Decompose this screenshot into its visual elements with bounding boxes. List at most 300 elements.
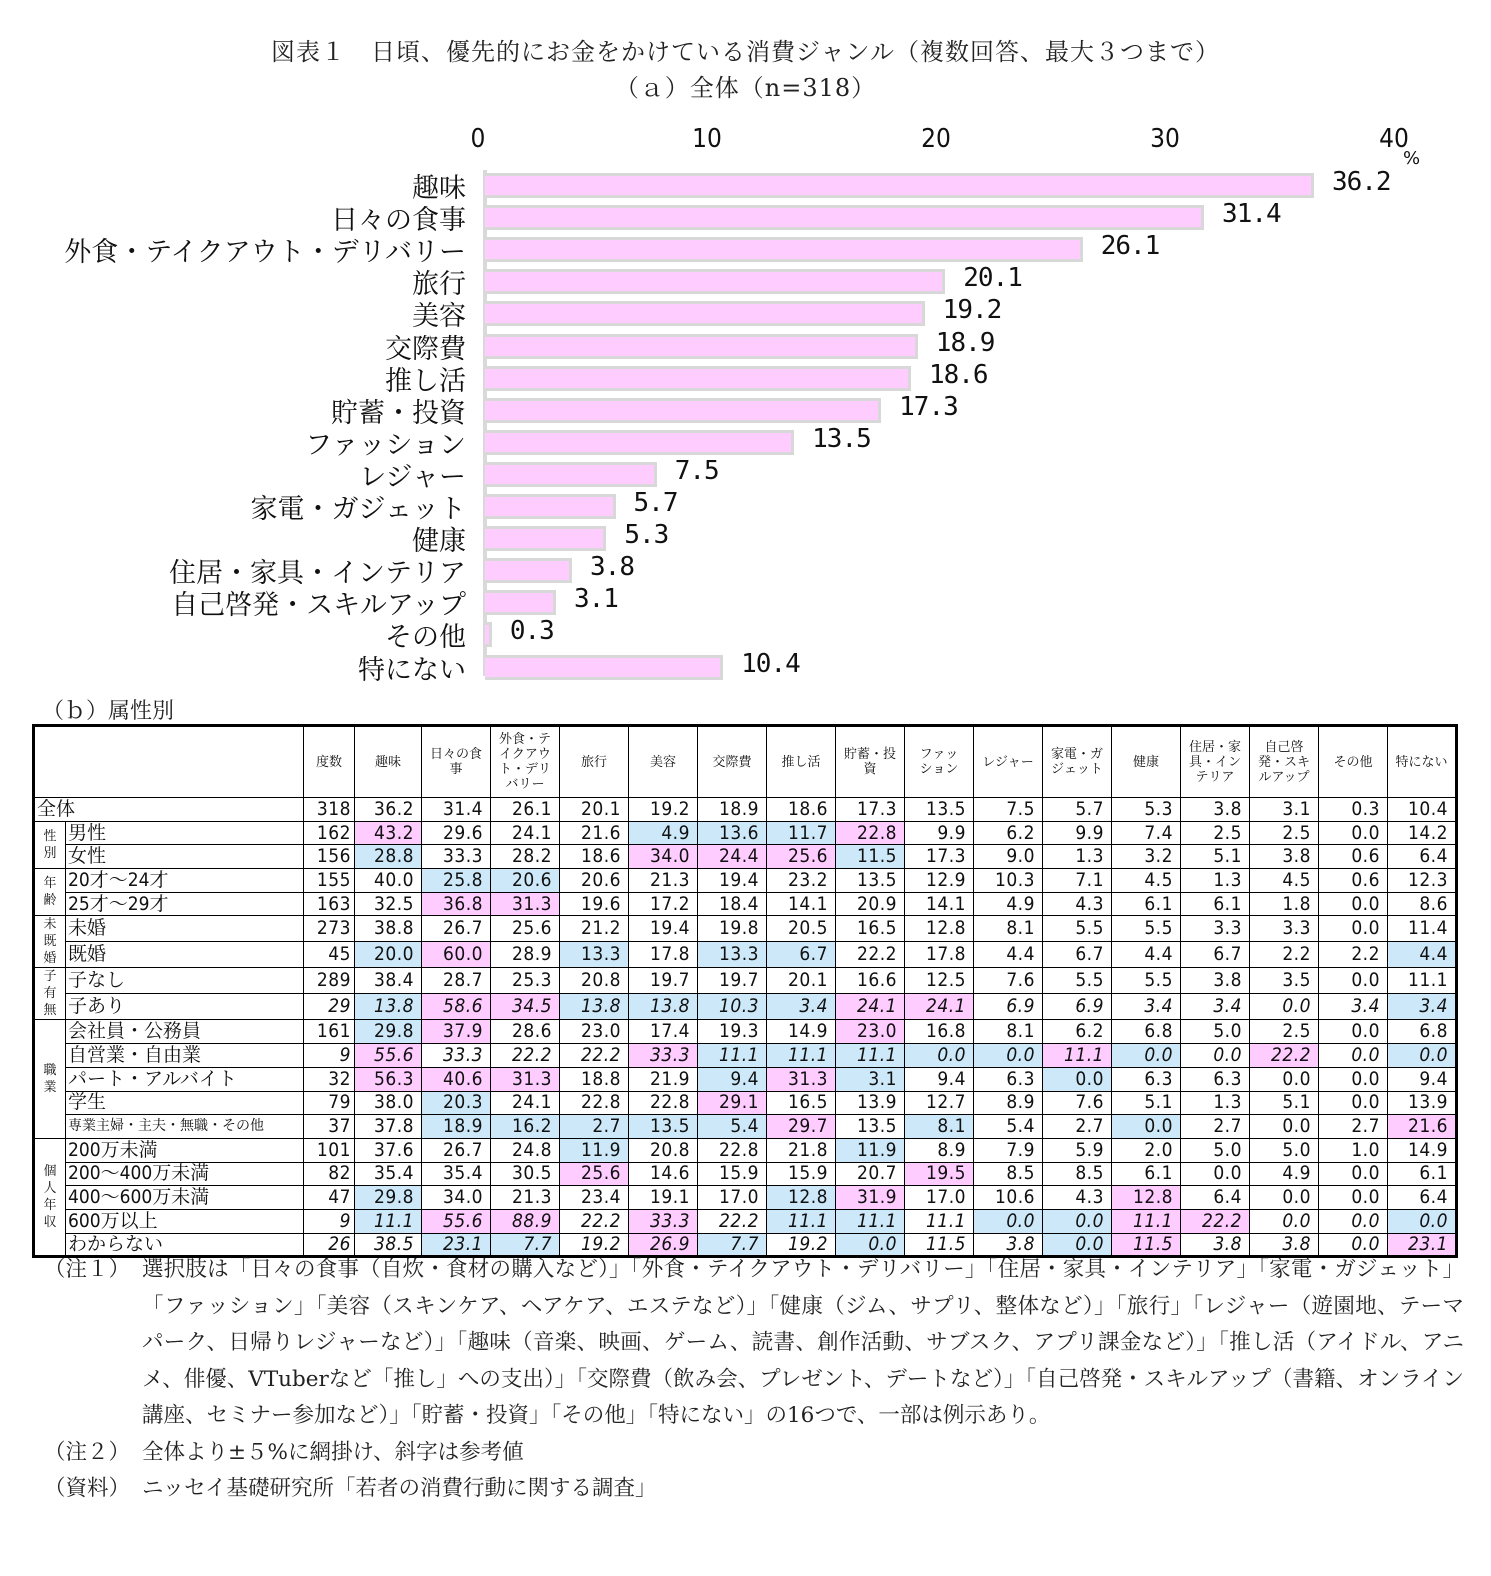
value-cell: 24.1 bbox=[491, 1091, 560, 1115]
value-cell: 0.0 bbox=[1250, 1067, 1319, 1091]
value-cell: 18.4 bbox=[698, 892, 767, 916]
row-group-label: 個 人 年 収 bbox=[34, 1138, 66, 1256]
value-cell: 5.5 bbox=[1112, 916, 1181, 942]
bar-category-label: 外食・テイクアウト・デリバリー bbox=[64, 237, 466, 269]
bar-row bbox=[0, 359, 1491, 397]
value-cell: 13.8 bbox=[560, 994, 629, 1020]
value-cell: 20.1 bbox=[560, 798, 629, 822]
value-cell: 40.6 bbox=[422, 1067, 491, 1091]
value-cell: 22.2 bbox=[698, 1209, 767, 1233]
value-cell: 4.3 bbox=[1043, 1186, 1112, 1210]
value-cell: 7.6 bbox=[974, 968, 1043, 994]
value-cell: 12.3 bbox=[1388, 869, 1457, 893]
value-cell: 0.0 bbox=[1043, 1233, 1112, 1257]
count-cell: 47 bbox=[304, 1186, 355, 1210]
value-cell: 0.0 bbox=[1319, 1091, 1388, 1115]
value-cell: 8.1 bbox=[905, 1115, 974, 1139]
value-cell: 5.5 bbox=[1112, 968, 1181, 994]
value-cell: 7.6 bbox=[1043, 1091, 1112, 1115]
value-cell: 3.8 bbox=[1250, 1233, 1319, 1257]
value-cell: 5.5 bbox=[1043, 916, 1112, 942]
value-cell: 4.4 bbox=[1112, 942, 1181, 968]
value-cell: 10.3 bbox=[974, 869, 1043, 893]
table-row bbox=[34, 892, 1457, 916]
value-cell: 20.8 bbox=[560, 968, 629, 994]
count-cell: 9 bbox=[304, 1209, 355, 1233]
value-cell: 56.3 bbox=[355, 1067, 422, 1091]
value-cell: 8.1 bbox=[974, 916, 1043, 942]
value-cell: 3.4 bbox=[1388, 994, 1457, 1020]
value-cell: 0.0 bbox=[1319, 968, 1388, 994]
row-label: 400～600万未満 bbox=[66, 1186, 304, 1210]
value-cell: 14.1 bbox=[905, 892, 974, 916]
value-cell: 11.1 bbox=[1112, 1209, 1181, 1233]
value-cell: 1.3 bbox=[1181, 1091, 1250, 1115]
bar-category-label: 健康 bbox=[412, 526, 466, 558]
value-cell: 22.2 bbox=[560, 1044, 629, 1068]
value-cell: 31.3 bbox=[491, 1067, 560, 1091]
value-cell: 29.8 bbox=[355, 1020, 422, 1044]
value-cell: 0.0 bbox=[1319, 1067, 1388, 1091]
table-header-row bbox=[34, 726, 1457, 798]
value-cell: 5.1 bbox=[1250, 1091, 1319, 1115]
value-cell: 24.4 bbox=[698, 845, 767, 869]
value-cell: 6.1 bbox=[1112, 892, 1181, 916]
bar-row bbox=[0, 231, 1491, 269]
value-cell: 14.2 bbox=[1388, 821, 1457, 845]
value-cell: 21.3 bbox=[629, 869, 698, 893]
value-cell: 23.1 bbox=[1388, 1233, 1457, 1257]
value-cell: 14.6 bbox=[629, 1162, 698, 1186]
value-cell: 22.8 bbox=[836, 821, 905, 845]
table-row bbox=[34, 968, 1457, 994]
value-cell: 16.5 bbox=[836, 916, 905, 942]
value-cell: 0.6 bbox=[1319, 869, 1388, 893]
bar-category-label: 自己啓発・スキルアップ bbox=[171, 590, 466, 622]
value-cell: 31.9 bbox=[836, 1186, 905, 1210]
value-cell: 23.0 bbox=[560, 1020, 629, 1044]
value-cell: 3.2 bbox=[1112, 845, 1181, 869]
value-cell: 11.1 bbox=[1388, 968, 1457, 994]
value-cell: 7.9 bbox=[974, 1138, 1043, 1162]
table-row bbox=[34, 916, 1457, 942]
note-text: 選択肢は「日々の食事（自炊・食材の購入など）」「外食・テイクアウト・デリバリー」「住居・家具・インテリア」「家電・ガジェット」「ファッション」「美容（スキンケア、ヘアケア、エステなど）」「健康（ジム、サプリ、整体など）」「旅行」「レジャー（遊園地、テーマパーク、日帰りレジャーなど）」「趣味（音楽、映画、ゲーム、読書、創作活動、サブスク、アプリ課金など）」「推し活（アイドル、アニメ、俳優、VTuberなど「推し」への支出）」「交際費（飲み会、プレゼント、デートなど）」「自己啓発・スキルアップ（書籍、オンライン講座、セミナー参加など）」「貯蓄・投資」「その他」「特にない」の16つで、一部は例示あり。 bbox=[142, 1257, 1464, 1428]
value-cell: 16.2 bbox=[491, 1115, 560, 1139]
value-cell: 0.0 bbox=[1319, 821, 1388, 845]
table-row bbox=[34, 1020, 1457, 1044]
value-cell: 0.0 bbox=[1112, 1044, 1181, 1068]
column-header: 推し活 bbox=[767, 726, 836, 798]
column-header: 家電・ガ ジェット bbox=[1043, 726, 1112, 798]
value-cell: 20.3 bbox=[422, 1091, 491, 1115]
row-label: 男性 bbox=[66, 821, 304, 845]
value-cell: 28.6 bbox=[491, 1020, 560, 1044]
row-label: 学生 bbox=[66, 1091, 304, 1115]
count-cell: 162 bbox=[304, 821, 355, 845]
value-cell: 16.5 bbox=[767, 1091, 836, 1115]
value-cell: 33.3 bbox=[629, 1209, 698, 1233]
row-label: 25才～29才 bbox=[66, 892, 304, 916]
value-cell: 25.6 bbox=[491, 916, 560, 942]
value-cell: 7.4 bbox=[1112, 821, 1181, 845]
value-cell: 1.0 bbox=[1319, 1138, 1388, 1162]
value-cell: 6.7 bbox=[767, 942, 836, 968]
column-header: 日々の食 事 bbox=[422, 726, 491, 798]
bar-category-label: 家電・ガジェット bbox=[250, 494, 466, 525]
value-cell: 29.6 bbox=[422, 821, 491, 845]
value-cell: 9.9 bbox=[1043, 821, 1112, 845]
value-cell: 3.4 bbox=[1319, 994, 1388, 1020]
bar bbox=[485, 366, 911, 391]
value-cell: 19.7 bbox=[698, 968, 767, 994]
value-cell: 37.9 bbox=[422, 1020, 491, 1044]
value-cell: 2.5 bbox=[1250, 821, 1319, 845]
value-cell: 11.9 bbox=[560, 1138, 629, 1162]
column-header: 度数 bbox=[304, 726, 355, 798]
row-label: 200～400万未満 bbox=[66, 1162, 304, 1186]
value-cell: 28.2 bbox=[491, 845, 560, 869]
row-label: 自営業・自由業 bbox=[66, 1044, 304, 1068]
value-cell: 24.1 bbox=[836, 994, 905, 1020]
value-cell: 13.5 bbox=[836, 1115, 905, 1139]
value-cell: 6.9 bbox=[1043, 994, 1112, 1020]
value-cell: 2.2 bbox=[1250, 942, 1319, 968]
value-cell: 7.1 bbox=[1043, 869, 1112, 893]
value-cell: 6.4 bbox=[1388, 845, 1457, 869]
value-cell: 7.7 bbox=[698, 1233, 767, 1257]
value-cell: 11.4 bbox=[1388, 916, 1457, 942]
value-cell: 16.6 bbox=[836, 968, 905, 994]
value-cell: 2.7 bbox=[1043, 1115, 1112, 1139]
value-cell: 0.0 bbox=[974, 1044, 1043, 1068]
value-cell: 5.0 bbox=[1181, 1020, 1250, 1044]
value-cell: 12.8 bbox=[905, 916, 974, 942]
value-cell: 38.4 bbox=[355, 968, 422, 994]
value-cell: 31.4 bbox=[422, 798, 491, 822]
value-cell: 6.9 bbox=[974, 994, 1043, 1020]
value-cell: 25.6 bbox=[560, 1162, 629, 1186]
value-cell: 13.9 bbox=[836, 1091, 905, 1115]
value-cell: 10.4 bbox=[1388, 798, 1457, 822]
value-cell: 23.1 bbox=[422, 1233, 491, 1257]
bar bbox=[485, 494, 616, 519]
column-header: 外食・テ イクアウ ト・デリ バリー bbox=[491, 726, 560, 798]
value-cell: 6.3 bbox=[1181, 1067, 1250, 1091]
value-cell: 88.9 bbox=[491, 1209, 560, 1233]
bar-value-label: 0.3 bbox=[509, 616, 554, 647]
row-label: 既婚 bbox=[66, 942, 304, 968]
value-cell: 6.1 bbox=[1112, 1162, 1181, 1186]
value-cell: 5.3 bbox=[1112, 798, 1181, 822]
value-cell: 8.9 bbox=[974, 1091, 1043, 1115]
count-cell: 101 bbox=[304, 1138, 355, 1162]
bar bbox=[485, 173, 1314, 198]
bar-category-label: 推し活 bbox=[385, 365, 466, 397]
bar-category-label: 日々の食事 bbox=[331, 205, 466, 237]
value-cell: 8.1 bbox=[974, 1020, 1043, 1044]
value-cell: 0.0 bbox=[1319, 1020, 1388, 1044]
value-cell: 11.9 bbox=[836, 1138, 905, 1162]
value-cell: 1.8 bbox=[1250, 892, 1319, 916]
value-cell: 0.0 bbox=[1043, 1209, 1112, 1233]
value-cell: 2.5 bbox=[1250, 1020, 1319, 1044]
value-cell: 37.6 bbox=[355, 1138, 422, 1162]
value-cell: 38.5 bbox=[355, 1233, 422, 1257]
value-cell: 0.0 bbox=[1250, 1209, 1319, 1233]
value-cell: 4.9 bbox=[1250, 1162, 1319, 1186]
value-cell: 6.8 bbox=[1112, 1020, 1181, 1044]
value-cell: 13.5 bbox=[905, 798, 974, 822]
bar-category-label: ファッション bbox=[305, 429, 466, 461]
x-tick-label: 0 bbox=[470, 124, 486, 154]
value-cell: 2.5 bbox=[1181, 821, 1250, 845]
bar bbox=[485, 430, 794, 455]
value-cell: 12.8 bbox=[1112, 1186, 1181, 1210]
value-cell: 21.8 bbox=[767, 1138, 836, 1162]
value-cell: 20.8 bbox=[629, 1138, 698, 1162]
value-cell: 20.9 bbox=[836, 892, 905, 916]
value-cell: 12.7 bbox=[905, 1091, 974, 1115]
value-cell: 0.0 bbox=[1250, 994, 1319, 1020]
row-label: 子なし bbox=[66, 968, 304, 994]
value-cell: 11.5 bbox=[1112, 1233, 1181, 1257]
column-header: 交際費 bbox=[698, 726, 767, 798]
column-header: 旅行 bbox=[560, 726, 629, 798]
bar-value-label: 13.5 bbox=[812, 423, 871, 454]
row-label: わからない bbox=[66, 1233, 304, 1257]
value-cell: 23.4 bbox=[560, 1186, 629, 1210]
chart-subtitle: （ａ）全体（n=318） bbox=[614, 74, 877, 102]
row-label: 600万以上 bbox=[66, 1209, 304, 1233]
value-cell: 13.9 bbox=[1388, 1091, 1457, 1115]
value-cell: 3.8 bbox=[974, 1233, 1043, 1257]
value-cell: 19.2 bbox=[560, 1233, 629, 1257]
value-cell: 40.0 bbox=[355, 869, 422, 893]
value-cell: 18.6 bbox=[560, 845, 629, 869]
value-cell: 17.2 bbox=[629, 892, 698, 916]
bar-value-label: 17.3 bbox=[899, 391, 958, 422]
value-cell: 17.8 bbox=[905, 942, 974, 968]
value-cell: 19.1 bbox=[629, 1186, 698, 1210]
bar-category-label: 趣味 bbox=[412, 173, 466, 204]
count-cell: 273 bbox=[304, 916, 355, 942]
value-cell: 2.2 bbox=[1319, 942, 1388, 968]
row-label: 専業主婦・主夫・無職・その他 bbox=[66, 1115, 304, 1139]
value-cell: 3.3 bbox=[1181, 916, 1250, 942]
value-cell: 18.9 bbox=[698, 798, 767, 822]
row-group-label: 未 既 婚 bbox=[34, 916, 66, 968]
value-cell: 2.7 bbox=[560, 1115, 629, 1139]
value-cell: 0.0 bbox=[1319, 1209, 1388, 1233]
table-row bbox=[34, 845, 1457, 869]
value-cell: 22.8 bbox=[629, 1091, 698, 1115]
row-group-label: 職 業 bbox=[34, 1020, 66, 1138]
value-cell: 3.1 bbox=[1250, 798, 1319, 822]
value-cell: 17.8 bbox=[629, 942, 698, 968]
value-cell: 16.8 bbox=[905, 1020, 974, 1044]
value-cell: 11.5 bbox=[905, 1233, 974, 1257]
value-cell: 9.4 bbox=[905, 1067, 974, 1091]
bar bbox=[485, 334, 918, 359]
value-cell: 5.1 bbox=[1112, 1091, 1181, 1115]
value-cell: 36.2 bbox=[355, 798, 422, 822]
figure-title: 図表１ 日頃、優先的にお金をかけている消費ジャンル（複数回答、最大３つまで） bbox=[271, 38, 1220, 66]
value-cell: 17.3 bbox=[836, 798, 905, 822]
table-row bbox=[34, 994, 1457, 1020]
value-cell: 0.0 bbox=[1388, 1209, 1457, 1233]
value-cell: 36.8 bbox=[422, 892, 491, 916]
row-label: 20才～24才 bbox=[66, 869, 304, 893]
section-b-title: （ｂ）属性別 bbox=[42, 699, 175, 724]
bar-row bbox=[0, 488, 1491, 525]
bar-value-label: 26.1 bbox=[1100, 231, 1160, 262]
value-cell: 25.6 bbox=[767, 845, 836, 869]
value-cell: 21.6 bbox=[560, 821, 629, 845]
count-cell: 161 bbox=[304, 1020, 355, 1044]
bar-category-label: 交際費 bbox=[385, 333, 466, 365]
value-cell: 33.3 bbox=[422, 1044, 491, 1068]
value-cell: 12.9 bbox=[905, 869, 974, 893]
row-group-label: 子 有 無 bbox=[34, 968, 66, 1020]
value-cell: 5.9 bbox=[1043, 1138, 1112, 1162]
value-cell: 2.7 bbox=[1319, 1115, 1388, 1139]
value-cell: 22.2 bbox=[560, 1209, 629, 1233]
row-label: 会社員・公務員 bbox=[66, 1020, 304, 1044]
value-cell: 17.4 bbox=[629, 1020, 698, 1044]
bar bbox=[485, 269, 945, 294]
bar-row bbox=[0, 167, 1491, 204]
x-tick-label: 10 bbox=[692, 124, 722, 154]
x-axis-unit: % bbox=[1403, 148, 1421, 169]
attribute-table-wrap bbox=[32, 724, 1458, 1258]
bar bbox=[485, 205, 1204, 230]
count-cell: 82 bbox=[304, 1162, 355, 1186]
value-cell: 29.1 bbox=[698, 1091, 767, 1115]
value-cell: 1.3 bbox=[1043, 845, 1112, 869]
count-cell: 9 bbox=[304, 1044, 355, 1068]
value-cell: 15.9 bbox=[767, 1162, 836, 1186]
value-cell: 14.9 bbox=[767, 1020, 836, 1044]
bar-chart bbox=[0, 118, 1491, 688]
value-cell: 0.0 bbox=[1181, 1044, 1250, 1068]
bar bbox=[485, 398, 881, 423]
value-cell: 20.5 bbox=[767, 916, 836, 942]
value-cell: 28.8 bbox=[355, 845, 422, 869]
column-header: 健康 bbox=[1112, 726, 1181, 798]
value-cell: 33.3 bbox=[422, 845, 491, 869]
value-cell: 4.5 bbox=[1112, 869, 1181, 893]
value-cell: 13.8 bbox=[629, 994, 698, 1020]
value-cell: 22.2 bbox=[836, 942, 905, 968]
value-cell: 2.0 bbox=[1112, 1138, 1181, 1162]
count-cell: 37 bbox=[304, 1115, 355, 1139]
bar-row bbox=[0, 616, 1491, 654]
table-corner bbox=[34, 726, 304, 798]
value-cell: 21.2 bbox=[560, 916, 629, 942]
value-cell: 11.1 bbox=[836, 1044, 905, 1068]
bar-value-label: 3.8 bbox=[590, 552, 634, 583]
column-header: 貯蓄・投 資 bbox=[836, 726, 905, 798]
value-cell: 3.4 bbox=[1112, 994, 1181, 1020]
bar bbox=[485, 526, 606, 551]
value-cell: 21.3 bbox=[491, 1186, 560, 1210]
bar-value-label: 36.2 bbox=[1331, 167, 1391, 197]
note-tag: （資料） bbox=[44, 1476, 131, 1501]
value-cell: 25.3 bbox=[491, 968, 560, 994]
bar-row bbox=[0, 391, 1491, 429]
note bbox=[44, 1252, 1464, 1435]
value-cell: 0.6 bbox=[1319, 845, 1388, 869]
bar-value-label: 5.3 bbox=[624, 520, 669, 551]
bar-category-label: 住居・家具・インテリア bbox=[169, 558, 466, 590]
value-cell: 11.1 bbox=[767, 1044, 836, 1068]
value-cell: 3.8 bbox=[1181, 1233, 1250, 1257]
value-cell: 34.0 bbox=[629, 845, 698, 869]
value-cell: 11.5 bbox=[836, 845, 905, 869]
value-cell: 8.5 bbox=[974, 1162, 1043, 1186]
value-cell: 11.1 bbox=[836, 1209, 905, 1233]
value-cell: 24.8 bbox=[491, 1138, 560, 1162]
bar-row bbox=[0, 327, 1491, 365]
table-row bbox=[34, 1186, 1457, 1210]
value-cell: 11.1 bbox=[767, 1209, 836, 1233]
table-row bbox=[34, 821, 1457, 845]
value-cell: 13.3 bbox=[698, 942, 767, 968]
value-cell: 28.7 bbox=[422, 968, 491, 994]
value-cell: 12.5 bbox=[905, 968, 974, 994]
value-cell: 4.4 bbox=[1388, 942, 1457, 968]
value-cell: 0.0 bbox=[974, 1209, 1043, 1233]
bar-value-label: 5.7 bbox=[633, 488, 678, 518]
column-header: 趣味 bbox=[355, 726, 422, 798]
value-cell: 6.2 bbox=[1043, 1020, 1112, 1044]
table-row bbox=[34, 1067, 1457, 1091]
row-label: 未婚 bbox=[66, 916, 304, 942]
table-row bbox=[34, 1115, 1457, 1139]
value-cell: 21.6 bbox=[1388, 1115, 1457, 1139]
value-cell: 21.9 bbox=[629, 1067, 698, 1091]
value-cell: 7.7 bbox=[491, 1233, 560, 1257]
bar-value-label: 18.9 bbox=[935, 327, 995, 358]
note bbox=[44, 1471, 1464, 1508]
value-cell: 33.3 bbox=[629, 1044, 698, 1068]
value-cell: 5.4 bbox=[698, 1115, 767, 1139]
value-cell: 3.4 bbox=[767, 994, 836, 1020]
bar-category-label: 特にない bbox=[358, 654, 466, 686]
bar-category-label: その他 bbox=[385, 622, 466, 654]
bar-category-label: 美容 bbox=[412, 301, 466, 333]
bar-row bbox=[0, 423, 1491, 461]
bar-value-label: 20.1 bbox=[963, 263, 1022, 294]
value-cell: 4.5 bbox=[1250, 869, 1319, 893]
value-cell: 60.0 bbox=[422, 942, 491, 968]
value-cell: 0.0 bbox=[1112, 1115, 1181, 1139]
value-cell: 26.7 bbox=[422, 916, 491, 942]
value-cell: 0.0 bbox=[1043, 1067, 1112, 1091]
column-header: 特にない bbox=[1388, 726, 1457, 798]
count-cell: 156 bbox=[304, 845, 355, 869]
value-cell: 31.3 bbox=[491, 892, 560, 916]
count-cell: 29 bbox=[304, 994, 355, 1020]
note-text: 全体より±５%に網掛け、斜字は参考値 bbox=[142, 1439, 524, 1465]
column-header: 美容 bbox=[629, 726, 698, 798]
value-cell: 3.3 bbox=[1250, 916, 1319, 942]
bar-row bbox=[0, 648, 1491, 686]
value-cell: 11.7 bbox=[767, 821, 836, 845]
value-cell: 0.3 bbox=[1319, 798, 1388, 822]
table-row bbox=[34, 1138, 1457, 1162]
table-row bbox=[34, 1044, 1457, 1068]
